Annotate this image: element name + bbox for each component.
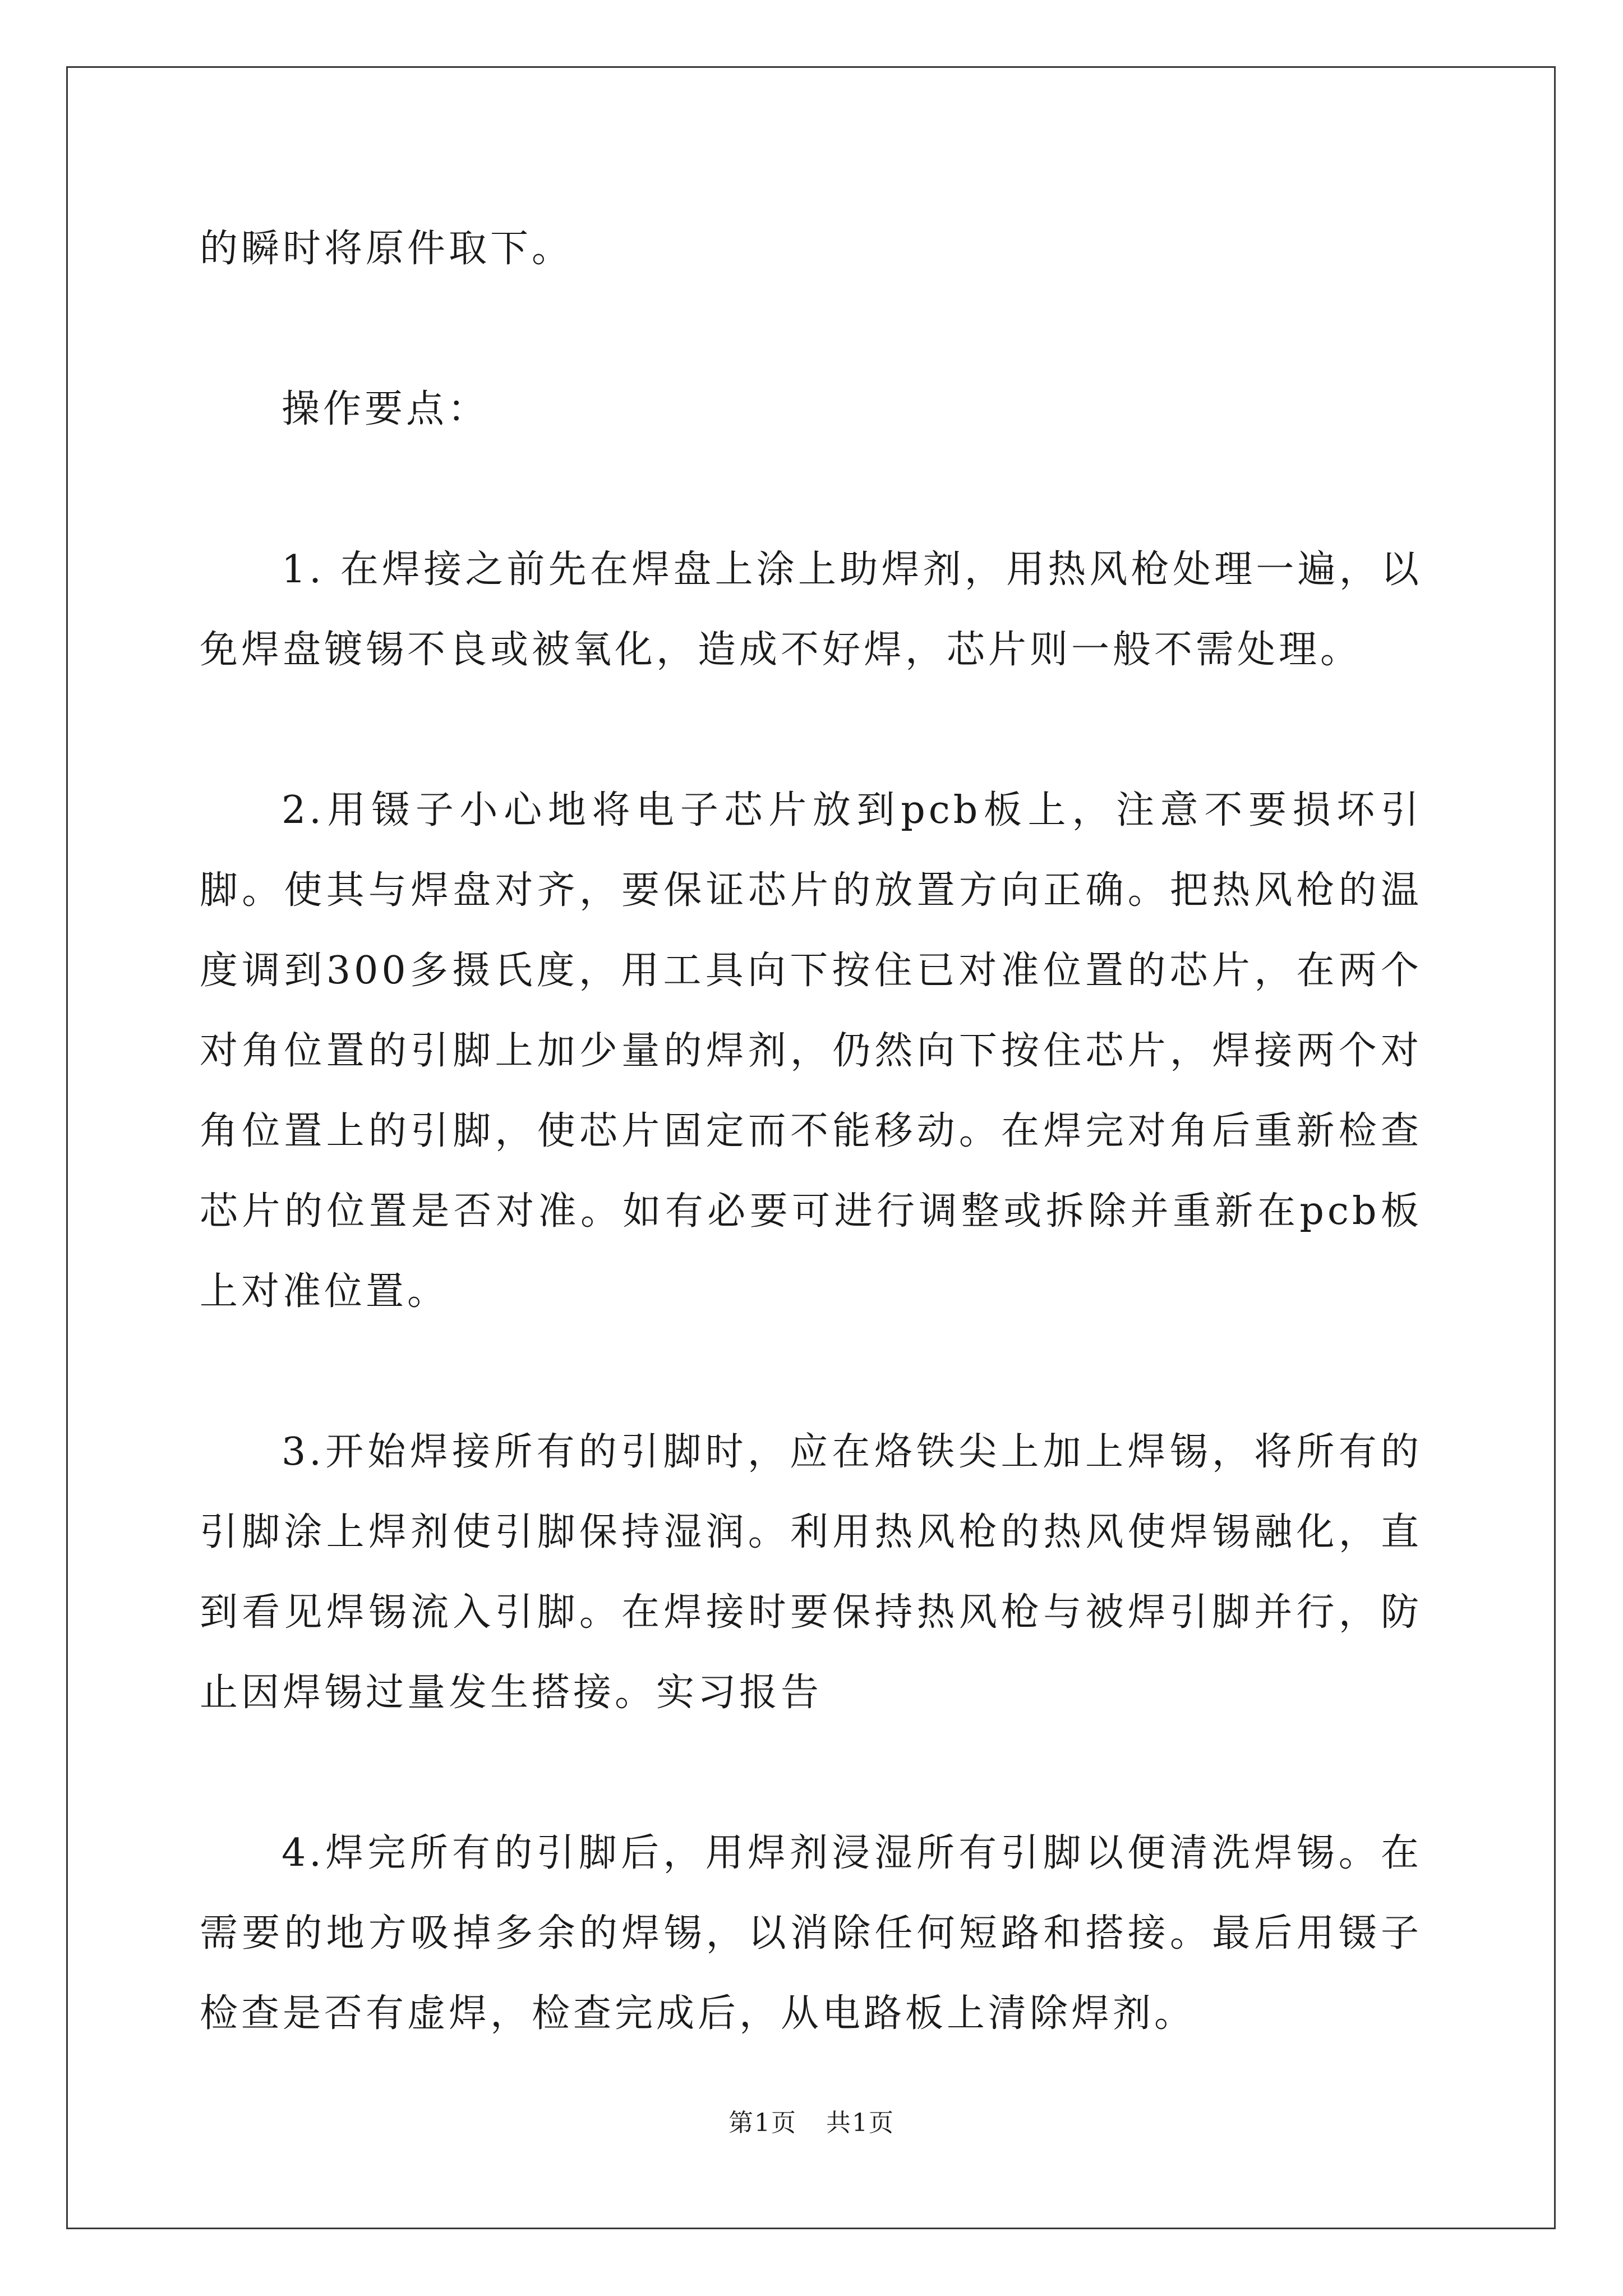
- paragraph-heading-key-points: 操作要点：: [282, 387, 490, 431]
- paragraph-step-4: 4.焊完所有的引脚后，用焊剂浸湿所有引脚以便清洗焊锡。在需要的地方吸掉多余的焊锡，以消除任何短路和搭接。最后用镊子检查是否有虚焊，检查完成后，从电路板上清除焊剂。: [200, 1831, 1422, 2036]
- paragraph-step-2: 2.用镊子小心地将电子芯片放到pcb板上，注意不要损坏引脚。使其与焊盘对齐，要保证芯片的放置方向正确。把热风枪的温度调到300多摄氏度，用工具向下按住已对准位置的芯片，在两个对角位置的引脚上加少量的焊剂，仍然向下按住芯片，焊接两个对角位置上的引脚，使芯片固定而不能移动。在焊完对角后重新检查芯片的位置是否对准。如有必要可进行调整或拆除并重新在pcb板上对准位置。: [200, 788, 1422, 1314]
- paragraph-step-3: 3.开始焊接所有的引脚时，应在烙铁尖上加上焊锡，将所有的引脚涂上焊剂使引脚保持湿润。利用热风枪的热风使焊锡融化，直到看见焊锡流入引脚。在焊接时要保持热风枪与被焊引脚并行，防止因焊锡过量发生搭接。实习报告: [200, 1430, 1422, 1715]
- paragraph-step-1: 1. 在焊接之前先在焊盘上涂上助焊剂，用热风枪处理一遍，以免焊盘镀锡不良或被氧化，造成不好焊，芯片则一般不需处理。: [200, 547, 1422, 672]
- page-total: 共1页: [826, 2109, 895, 2137]
- paragraph-continuation: 的瞬时将原件取下。: [200, 227, 574, 271]
- page-footer: [0, 2106, 1623, 2140]
- document-body: [200, 209, 1422, 2134]
- page-number: 第1页: [728, 2109, 797, 2137]
